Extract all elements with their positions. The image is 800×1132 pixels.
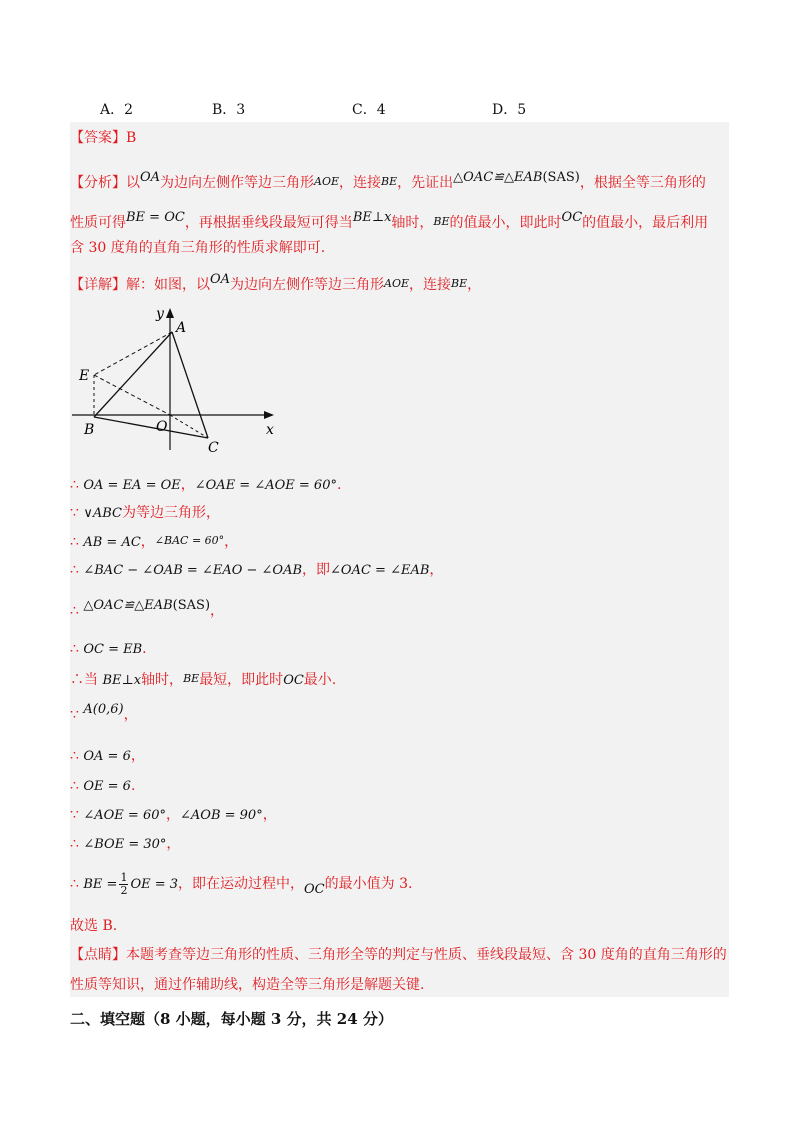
symbol: ∴ <box>70 641 84 657</box>
step-6 <box>70 639 147 660</box>
step-9 <box>70 746 145 767</box>
comment-tag: 【点睛】 <box>70 947 126 963</box>
text: ， <box>429 562 444 578</box>
text: ，连接 <box>409 277 452 293</box>
text: . <box>336 477 342 493</box>
symbol: ∴ <box>70 534 84 550</box>
math: OA = EA = OE <box>83 478 181 493</box>
text: ， <box>166 836 181 852</box>
text: ，即 <box>302 562 331 578</box>
math: BE⊥x <box>102 673 142 688</box>
step-1 <box>70 475 341 496</box>
math: AOE <box>314 175 340 188</box>
math: OA <box>140 170 161 185</box>
math: ∠AOE = 60° <box>83 808 166 823</box>
detail-tag: 【详解】 <box>70 277 126 293</box>
text: 轴时， <box>391 215 434 231</box>
symbol: ∴ <box>70 748 84 764</box>
segment-ab <box>94 332 172 417</box>
symbol: ∵ <box>70 807 84 823</box>
text: 本题考查等边三角形的性质、三角形全等的判定与性质、垂线段最短、含 30 度角的直角三角形的 <box>126 947 727 963</box>
option-d[interactable]: D．5 <box>492 102 527 118</box>
math: BE <box>433 215 450 228</box>
text: ， <box>130 748 145 764</box>
math: BE = <box>83 877 118 892</box>
label-a: A <box>176 320 187 336</box>
math: BE <box>381 175 398 188</box>
math: OA <box>210 272 231 287</box>
option-c[interactable]: C．4 <box>352 102 386 118</box>
text: 轴时， <box>141 672 184 688</box>
y-axis-arrow <box>166 308 174 318</box>
math: OA = 6 <box>83 749 131 764</box>
text: 解：如图，以 <box>126 277 210 293</box>
text: 的最小值为 3. <box>324 876 413 892</box>
text: ， <box>140 534 155 550</box>
math: AOE <box>384 277 410 290</box>
math: BE⊥x <box>352 210 392 225</box>
math: △OAC≌△EAB <box>453 170 543 185</box>
text: ，根据全等三角形的 <box>579 175 706 191</box>
math: OC = EB <box>83 642 143 657</box>
label-c: C <box>208 440 219 456</box>
fraction-numerator: 1 <box>120 870 128 884</box>
math: BE <box>183 672 200 685</box>
math: ∠BAC = 60° <box>154 534 225 547</box>
label-e: E <box>79 368 90 384</box>
text: 为等边三角形， <box>122 505 221 521</box>
symbol: ∴ <box>70 876 84 892</box>
fraction <box>119 872 128 897</box>
text: ， <box>467 277 482 293</box>
step-12 <box>70 834 180 855</box>
math: ∠OAC = ∠EAB <box>330 563 430 578</box>
answer-tag: 【答案】 <box>70 130 126 146</box>
math: ∠BOE = 30° <box>83 837 167 852</box>
text: ， <box>210 603 225 619</box>
detail-intro <box>70 270 481 295</box>
step-4 <box>70 560 443 581</box>
segment-ae <box>94 332 172 375</box>
text: ，即在运动过程中， <box>178 876 305 892</box>
step-5 <box>70 596 224 621</box>
option-a[interactable]: A．2 <box>100 102 134 118</box>
text: 最短，即此时 <box>199 672 284 688</box>
text: 以 <box>126 175 140 191</box>
choice-options <box>0 99 800 119</box>
text: 的值最小，最后利用 <box>582 215 709 231</box>
math: (SAS) <box>542 170 580 185</box>
text: . <box>142 641 147 657</box>
symbol: ∴ <box>70 836 84 852</box>
math: BE <box>451 277 468 290</box>
step-2 <box>70 503 220 524</box>
step-10 <box>70 776 135 797</box>
answer-line <box>70 128 136 148</box>
math: A(0,6) <box>83 702 124 717</box>
step-final <box>70 870 412 904</box>
text: . <box>130 778 136 794</box>
math: AB = AC <box>83 535 141 550</box>
segment-eo <box>94 375 170 415</box>
geometry-figure <box>72 300 282 460</box>
section-heading: 二、填空题（8 小题，每小题 3 分，共 24 分） <box>70 1010 393 1028</box>
step-7 <box>70 669 336 691</box>
step-8 <box>70 700 138 725</box>
text: 最小. <box>303 672 337 688</box>
analysis-line-3: 含 30 度角的直角三角形的性质求解即可. <box>70 240 326 256</box>
text: ， <box>180 477 195 493</box>
label-y: y <box>156 306 164 322</box>
text: ，先证出 <box>397 175 454 191</box>
analysis-line-2 <box>70 208 708 233</box>
math: OE = 3 <box>130 877 179 892</box>
comment-line-1 <box>70 945 727 965</box>
text: 为边向左侧作等边三角形 <box>230 277 385 293</box>
analysis-tag: 【分析】 <box>70 175 126 191</box>
text: 为边向左侧作等边三角形 <box>160 175 315 191</box>
solution-panel <box>70 122 729 997</box>
symbol: ∴ <box>70 477 84 493</box>
text: ， <box>166 807 180 823</box>
analysis-line-1 <box>70 168 706 193</box>
segment-ac <box>172 332 208 438</box>
math: △OAC≌△EAB <box>83 598 173 613</box>
math: ∠AOB = 90° <box>180 808 263 823</box>
math: ∠BAC − ∠OAB = ∠EAO − ∠OAB <box>83 563 303 578</box>
label-x: x <box>266 422 274 438</box>
step-3 <box>70 531 238 553</box>
label-o: O <box>156 419 168 435</box>
math: (SAS) <box>172 598 211 613</box>
comment-line-2: 性质等知识，通过作辅助线，构造全等三角形是解题关键. <box>70 977 425 993</box>
label-b: B <box>84 422 95 438</box>
symbol: ∴ <box>70 778 84 794</box>
math: OC <box>304 882 325 897</box>
symbol: ∵ <box>70 505 84 521</box>
answer-value: B <box>126 130 137 146</box>
symbol: ∴ <box>70 603 84 619</box>
text: 性质可得 <box>70 215 126 231</box>
math: OC <box>283 673 304 688</box>
text: ，连接 <box>339 175 382 191</box>
math: OC <box>561 210 583 225</box>
symbol: ∵ <box>70 707 84 723</box>
text: ， <box>262 807 277 823</box>
text: 的值最小，即此时 <box>449 215 562 231</box>
math: OE = 6 <box>83 779 131 794</box>
symbol: ∴ <box>70 562 84 578</box>
x-axis-arrow <box>264 411 274 419</box>
math: ∠OAE = ∠AOE = 60° <box>194 478 337 493</box>
fraction-denominator: 2 <box>120 883 128 897</box>
symbol: ∴当 <box>70 672 103 688</box>
choose-line: 故选 B. <box>70 918 118 934</box>
text: ，再根据垂线段最短可得当 <box>184 215 353 231</box>
text: ， <box>123 707 138 723</box>
math: ∨ABC <box>83 506 123 521</box>
text: ， <box>224 534 239 550</box>
step-11 <box>70 805 277 826</box>
math: BE = OC <box>126 210 185 225</box>
option-b[interactable]: B．3 <box>212 102 246 118</box>
